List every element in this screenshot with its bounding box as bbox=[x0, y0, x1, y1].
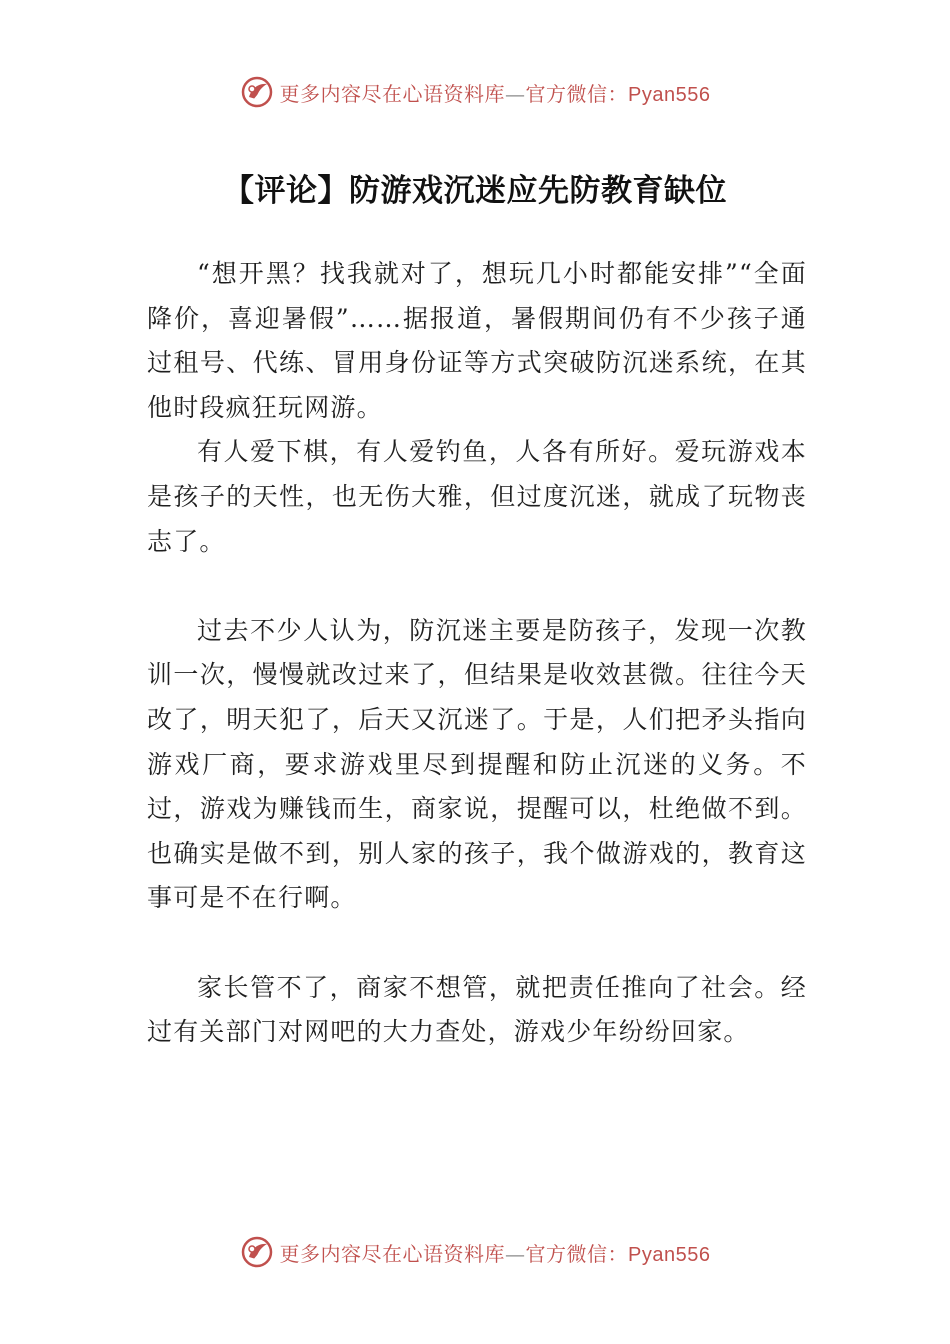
paragraph-gap bbox=[147, 564, 807, 609]
logo-icon bbox=[240, 1235, 274, 1269]
banner-text: 更多内容尽在心语资料库—官方微信：Pyan556 bbox=[279, 81, 711, 106]
paragraph: 有人爱下棋，有人爱钓鱼，人各有所好。爱玩游戏本是孩子的天性，也无伤大雅，但过度沉迷，就成了玩物丧志了。 bbox=[147, 437, 807, 556]
logo-icon bbox=[240, 75, 274, 109]
footer-banner bbox=[0, 1230, 950, 1274]
header-banner bbox=[0, 70, 950, 114]
paragraph-gap bbox=[147, 921, 807, 966]
paragraph: “想开黑？找我就对了，想玩几小时都能安排”“全面降价，喜迎暑假”……据报道，暑假期间仍有不少孩子通过租号、代练、冒用身份证等方式突破防沉迷系统，在其他时段疯狂玩网游。 bbox=[147, 259, 807, 422]
page-title: 【评论】防游戏沉迷应先防教育缺位 bbox=[223, 173, 727, 209]
paragraph: 家长管不了，商家不想管，就把责任推向了社会。经过有关部门对网吧的大力查处，游戏少年纷纷回家。 bbox=[147, 972, 807, 1047]
banner-text: 更多内容尽在心语资料库—官方微信：Pyan556 bbox=[279, 1241, 711, 1266]
paragraph: 过去不少人认为，防沉迷主要是防孩子，发现一次教训一次，慢慢就改过来了，但结果是收效甚微。往往今天改了，明天犯了，后天又沉迷了。于是，人们把矛头指向游戏厂商，要求游戏里尽到提醒和防止沉迷的义务。不过，游戏为赚钱而生，商家说，提醒可以，杜绝做不到。也确实是做不到，别人家的孩子，我个做游戏的，教育这事可是不在行啊。 bbox=[147, 615, 807, 913]
article-body bbox=[147, 252, 807, 1055]
